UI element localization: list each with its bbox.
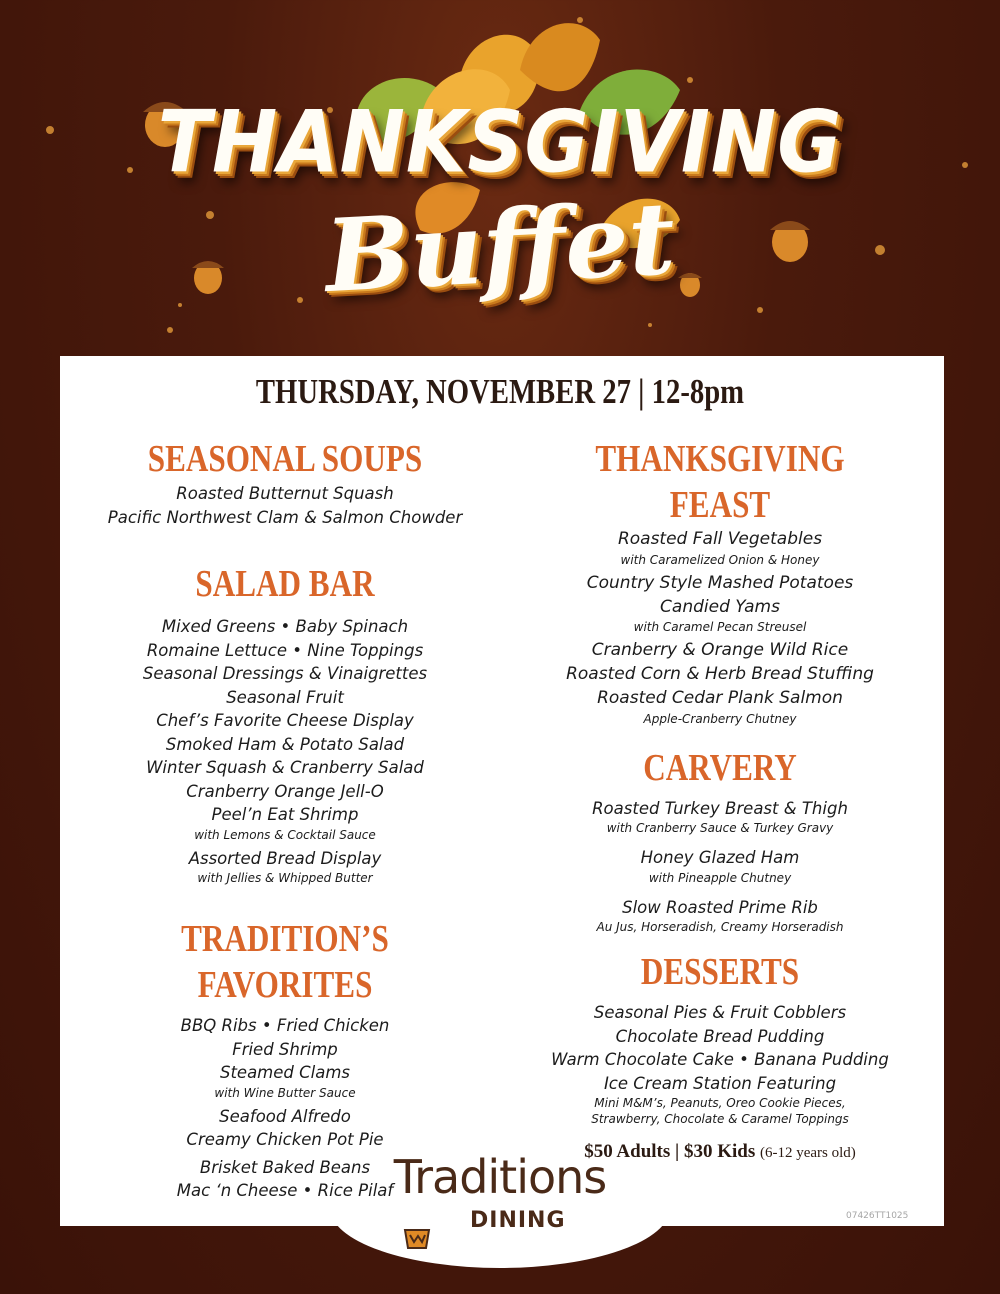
list-item: BBQ Ribs • Fried Chicken bbox=[180, 1016, 390, 1035]
item-note: with Wine Butter Sauce bbox=[214, 1085, 356, 1100]
list-item: Roasted Butternut Squash bbox=[176, 484, 394, 503]
list-item: Peel’n Eat Shrimp bbox=[211, 805, 359, 824]
list-item: Roasted Turkey Breast & Thigh bbox=[592, 798, 848, 818]
list-item: Pacific Northwest Clam & Salmon Chowder bbox=[107, 507, 463, 527]
list-item: Candied Yams bbox=[660, 596, 780, 617]
list-item: Mac ‘n Cheese • Rice Pilaf bbox=[176, 1181, 394, 1200]
list-item: Chocolate Bread Pudding bbox=[615, 1026, 825, 1046]
list-item: Smoked Ham & Potato Salad bbox=[165, 734, 405, 754]
list-item: Honey Glazed Ham bbox=[640, 848, 800, 868]
logo-wordmark: Traditions bbox=[393, 1150, 607, 1204]
list-item: Seasonal Pies & Fruit Cobblers bbox=[593, 1003, 847, 1023]
item-note: with Jellies & Whipped Butter bbox=[197, 871, 373, 885]
hero-title-line1: THANKSGIVING bbox=[157, 93, 843, 193]
item-note: Apple-Cranberry Chutney bbox=[643, 711, 797, 726]
list-item: Romaine Lettuce • Nine Toppings bbox=[146, 640, 424, 660]
section-title-carvery: CARVERY bbox=[643, 746, 797, 789]
list-item: Cranberry & Orange Wild Rice bbox=[591, 640, 849, 661]
list-item: Brisket Baked Beans bbox=[199, 1157, 371, 1177]
price-age-note: (6-12 years old) bbox=[759, 1145, 856, 1162]
traditions-dining-logo bbox=[390, 1150, 610, 1270]
list-item: Assorted Bread Display bbox=[188, 848, 382, 868]
list-item: Country Style Mashed Potatoes bbox=[586, 572, 854, 593]
list-item: Seasonal Dressings & Vinaigrettes bbox=[142, 664, 428, 683]
list-item: Ice Cream Station Featuring bbox=[603, 1073, 837, 1093]
list-item: Seafood Alfredo bbox=[219, 1106, 351, 1126]
section-title-soups: SEASONAL SOUPS bbox=[147, 438, 423, 480]
item-note: Mini M&M’s, Peanuts, Oreo Cookie Pieces, bbox=[594, 1096, 846, 1111]
item-note: with Caramelized Onion & Honey bbox=[620, 552, 820, 567]
list-item: Warm Chocolate Cake • Banana Pudding bbox=[551, 1050, 889, 1070]
hero-banner bbox=[0, 0, 1000, 360]
logo-subtitle: DINING bbox=[470, 1208, 566, 1233]
right-column bbox=[520, 436, 920, 1163]
list-item: Fried Shrimp bbox=[232, 1039, 338, 1059]
list-item: Roasted Cedar Plank Salmon bbox=[597, 687, 843, 708]
item-note: with Caramel Pecan Streusel bbox=[633, 620, 807, 635]
list-item: Creamy Chicken Pot Pie bbox=[186, 1130, 384, 1149]
list-item: Slow Roasted Prime Rib bbox=[622, 897, 818, 917]
list-item: Cranberry Orange Jell-O bbox=[186, 781, 384, 801]
left-column bbox=[95, 436, 475, 1203]
item-note: with Lemons & Cocktail Sauce bbox=[194, 827, 376, 842]
list-item: Mixed Greens • Baby Spinach bbox=[161, 617, 409, 636]
item-note: with Cranberry Sauce & Turkey Gravy bbox=[606, 821, 834, 836]
event-date-time: THURSDAY, NOVEMBER 27 | 12-8pm bbox=[255, 372, 745, 411]
section-title-salad-bar: SALAD BAR bbox=[195, 563, 375, 605]
print-code: 07426TT1025 bbox=[846, 1211, 909, 1221]
list-item: Roasted Fall Vegetables bbox=[617, 529, 823, 549]
section-title-feast: THANKSGIVING FEAST bbox=[595, 438, 845, 526]
list-item: Winter Squash & Cranberry Salad bbox=[146, 758, 424, 777]
hero-title-line2: Buffet bbox=[322, 178, 678, 316]
item-note: Au Jus, Horseradish, Creamy Horseradish bbox=[596, 920, 844, 935]
section-title-desserts: DESSERTS bbox=[640, 951, 800, 994]
list-item: Steamed Clams bbox=[219, 1063, 351, 1082]
price-text: $50 Adults | $30 Kids bbox=[584, 1141, 756, 1163]
list-item: Chef’s Favorite Cheese Display bbox=[156, 711, 414, 730]
item-note: with Pineapple Chutney bbox=[648, 870, 792, 885]
item-note: Strawberry, Chocolate & Caramel Toppings bbox=[591, 1112, 849, 1127]
list-item: Seasonal Fruit bbox=[226, 687, 344, 707]
logo-mark-icon bbox=[402, 1226, 432, 1252]
list-item: Roasted Corn & Herb Bread Stuffing bbox=[566, 664, 874, 685]
section-title-favorites: TRADITION’S FAVORITES bbox=[181, 918, 389, 1006]
